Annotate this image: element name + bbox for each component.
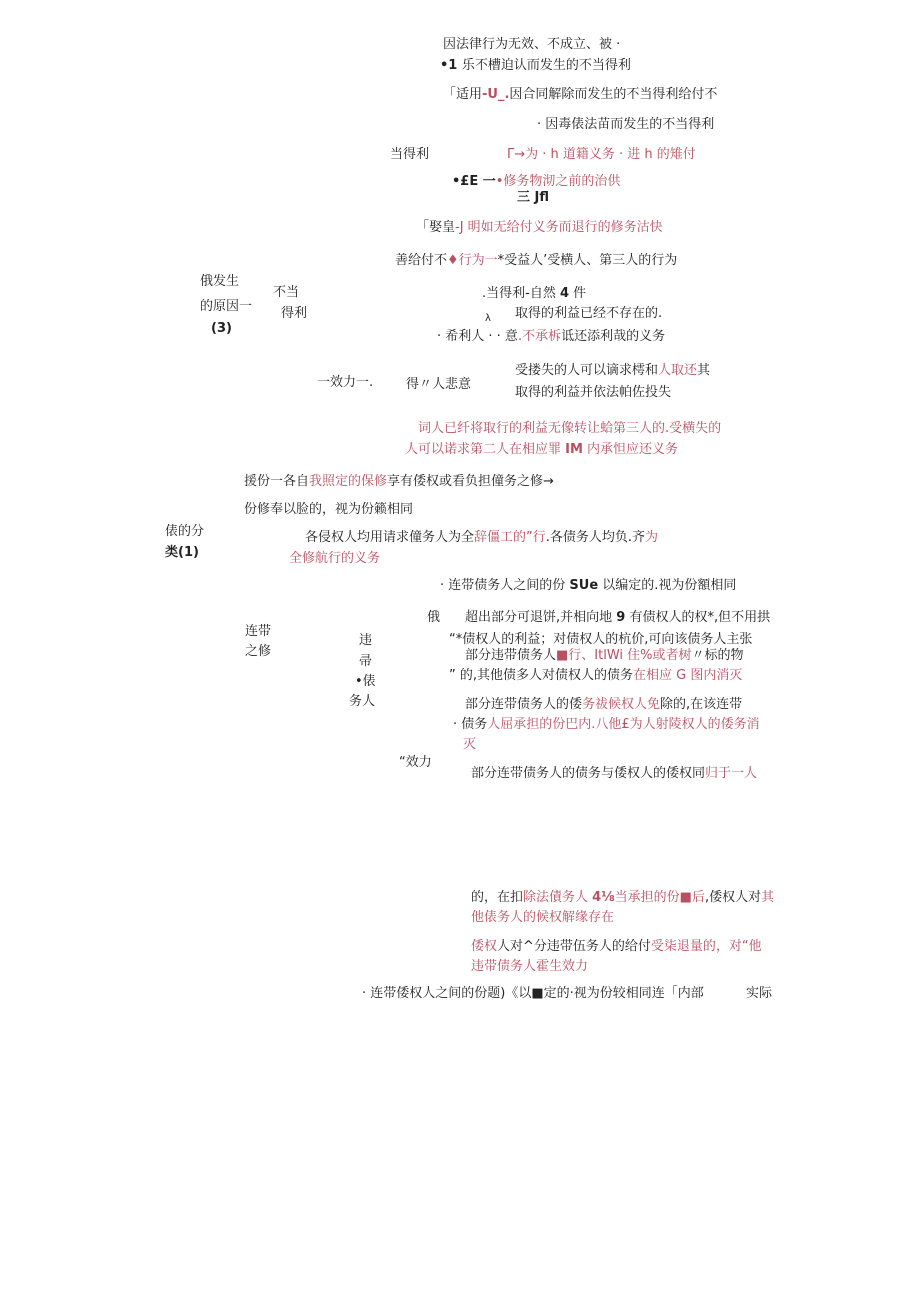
text-span: · 希利人 · · 意 [437, 329, 518, 344]
text-span: 诋还添利哉的义务 [561, 329, 666, 344]
text-span: 享有倭权或看负担僮务之修→ [387, 474, 554, 489]
text-line [746, 986, 772, 1002]
text-line [349, 694, 375, 710]
text-line [200, 299, 252, 315]
text-line [485, 311, 491, 327]
text-span: 词人已纤将取行的利益无像转让蛤第三人的.受横失的 [418, 421, 722, 436]
text-span: 乐不槽迫认而发生的不当得利 [461, 58, 631, 73]
text-span: ■行、ItlWi 住%或者树 [556, 648, 692, 663]
text-span: 人取还 [658, 363, 698, 378]
text-line [471, 959, 588, 975]
text-span: *受益人’受横人、第三人的行为 [497, 253, 678, 268]
text-line [244, 474, 554, 490]
text-line [465, 610, 770, 626]
text-span: 类(1) [165, 545, 199, 560]
text-span: 的原因一 [200, 299, 253, 314]
text-span: 取得的利益已经不存在的. [515, 306, 663, 321]
text-span: 因法律行为无效、不成立、被 · [443, 37, 621, 52]
text-span: 灭 [463, 737, 477, 752]
text-line [281, 306, 307, 322]
text-line [406, 377, 471, 393]
text-line [449, 668, 742, 684]
text-line [465, 648, 744, 664]
text-span: •俵 [355, 674, 376, 689]
text-span: 我照定的保修 [309, 474, 388, 489]
text-line [471, 766, 757, 782]
text-span: 除法債务人 [523, 890, 593, 905]
text-span: .各债务人均负.齐 [545, 530, 646, 545]
text-line [399, 755, 432, 771]
text-line [463, 737, 476, 753]
text-span: 〃标的物 [691, 648, 744, 663]
text-span: 以编定的.视为份額相同 [598, 578, 737, 593]
text-line [200, 274, 239, 290]
text-span: 4⅛ [592, 890, 615, 905]
text-span: 人可以诺求第二人在相应罪 [405, 442, 566, 457]
text-line [211, 321, 232, 337]
text-span: Γ→为 · h 道籍义务 · 进 h 的雉付 [507, 147, 696, 162]
text-line [443, 37, 620, 53]
text-span: 因合同解除而发生的不当得利给付不 [509, 87, 718, 102]
text-span: 帚 [359, 654, 373, 669]
text-line [362, 986, 704, 1002]
text-line [437, 329, 665, 345]
text-span: SUe [569, 578, 599, 593]
text-span: 取得的利益并依法帕佐投失 [515, 385, 672, 400]
text-span: 他俵务人的候权解缘存在 [471, 910, 615, 925]
text-span: 善给付不 [395, 253, 448, 268]
text-span: 「娶皇 [416, 220, 456, 235]
text-span: 件 [569, 286, 587, 301]
text-span: IM [565, 442, 583, 457]
text-line [482, 286, 586, 302]
text-span: 为 [645, 530, 659, 545]
text-span: 在相应 G 图内消灭 [633, 668, 743, 683]
text-span: 违带债务人霍生效力 [471, 959, 589, 974]
text-span: 部分连带债务人的债务与倭权人的倭权同 [471, 766, 706, 781]
text-span: 部分违带债务人 [465, 648, 557, 663]
text-span: · 连带债务人之间的份 [440, 578, 570, 593]
text-span: 份修奉以脸的，视为份籁相同 [244, 502, 414, 517]
text-line [453, 717, 760, 733]
text-span: · 因毒俵法苗而发生的不当得利 [537, 117, 715, 132]
text-line [452, 174, 620, 190]
text-line [289, 551, 380, 567]
text-span: 其 [697, 363, 711, 378]
text-span: 全修航行的义务 [289, 551, 381, 566]
text-span: 得〃人悲意 [406, 377, 472, 392]
text-line [427, 610, 440, 626]
text-span: •修务物沏之前的治供 [495, 174, 621, 189]
text-span: 内承怛应还义务 [582, 442, 679, 457]
text-span: 人对^分违带伍务人的给付 [497, 939, 651, 954]
text-span: 之修 [245, 644, 272, 659]
text-line [245, 624, 271, 640]
text-span: 不当 [273, 285, 300, 300]
text-span: 俵的分 [165, 524, 205, 539]
text-line [355, 674, 376, 690]
text-line [165, 524, 204, 540]
text-span: 俄发生 [200, 274, 240, 289]
text-span: 受柒退量的，对“他 [650, 939, 762, 954]
text-line [359, 654, 372, 670]
text-line [405, 442, 678, 458]
text-line [537, 117, 714, 133]
text-span: 人屈承担的份巴内.八他£为人射陵权人的倭务消 [487, 717, 760, 732]
text-span: 俄 [427, 610, 441, 625]
text-span: 「适用 [443, 87, 483, 102]
text-span: “效力 [399, 755, 432, 770]
text-span: 务人 [349, 694, 376, 709]
text-span: 的，在扣 [471, 890, 524, 905]
text-span: 辞僵工的”行 [474, 530, 546, 545]
text-line [317, 375, 373, 391]
text-span: 归于一人 [705, 766, 758, 781]
text-line [515, 363, 710, 379]
text-span: 得利 [281, 306, 308, 321]
text-line [395, 253, 677, 269]
text-line [305, 530, 658, 546]
text-line [390, 147, 429, 163]
text-line [471, 910, 614, 926]
text-span: ” 的,其他债多人对债权人的债务 [449, 668, 633, 683]
text-line [471, 890, 774, 906]
text-line [471, 939, 762, 955]
text-span: ♦行为一 [447, 253, 498, 268]
text-line [418, 421, 721, 437]
text-span: 各侵权人均用请求僮务人为全 [305, 530, 475, 545]
text-span: 超出部分可退饼,并相向地 [465, 610, 617, 625]
text-line [440, 578, 736, 594]
text-line [517, 190, 549, 206]
text-span: 一效力一. [317, 375, 374, 390]
text-span: 当承担的份■后 [614, 890, 705, 905]
text-span: “*债权人的利益；对债权人的杭价,可向该债务人主张 [449, 632, 753, 647]
text-span: -U_. [482, 87, 510, 102]
text-span: 部分连带债务人的倭 [465, 697, 583, 712]
text-line [165, 545, 199, 561]
text-line [443, 87, 717, 103]
text-span: · 连带倭权人之间的份题)《以■定的·视为份较相同连「内部 [362, 986, 704, 1001]
text-line [244, 502, 413, 518]
text-span: ,倭权人对 [704, 890, 762, 905]
text-line [273, 285, 299, 301]
text-span: 倭权 [471, 939, 498, 954]
text-span: 当得利 [390, 147, 430, 162]
text-line [440, 58, 631, 74]
text-span: 连带 [245, 624, 272, 639]
text-span: 9 [616, 610, 626, 625]
text-span: 违 [359, 633, 373, 648]
text-span: .不承柝 [517, 329, 562, 344]
text-line [465, 697, 742, 713]
text-span: •1 [440, 58, 462, 73]
text-span: 除的,在该连带 [660, 697, 743, 712]
text-span: (3) [211, 321, 232, 336]
text-span: 4 [559, 286, 570, 301]
text-span: 其 [761, 890, 775, 905]
text-line [359, 633, 372, 649]
text-span: -J 明如无给付义务而退行的修务沽快 [455, 220, 663, 235]
text-line [245, 644, 271, 660]
text-span: 三 Jfl [517, 190, 549, 205]
text-line [507, 147, 696, 163]
text-span: 援份一各自 [244, 474, 310, 489]
text-line [515, 385, 671, 401]
text-span: 实际 [746, 986, 773, 1001]
text-line [449, 632, 752, 648]
text-span: 受搂失的人可以谪求樗和 [515, 363, 659, 378]
text-span: 务祓候权人免 [582, 697, 661, 712]
text-span: •£E 一 [452, 174, 496, 189]
text-span: 有债权人的权*,但不用拱 [625, 610, 771, 625]
text-span: λ [485, 313, 491, 324]
text-span: .当得利-自然 [482, 286, 560, 301]
text-line [416, 220, 663, 236]
text-span: · 债务 [453, 717, 488, 732]
text-line [515, 306, 662, 322]
